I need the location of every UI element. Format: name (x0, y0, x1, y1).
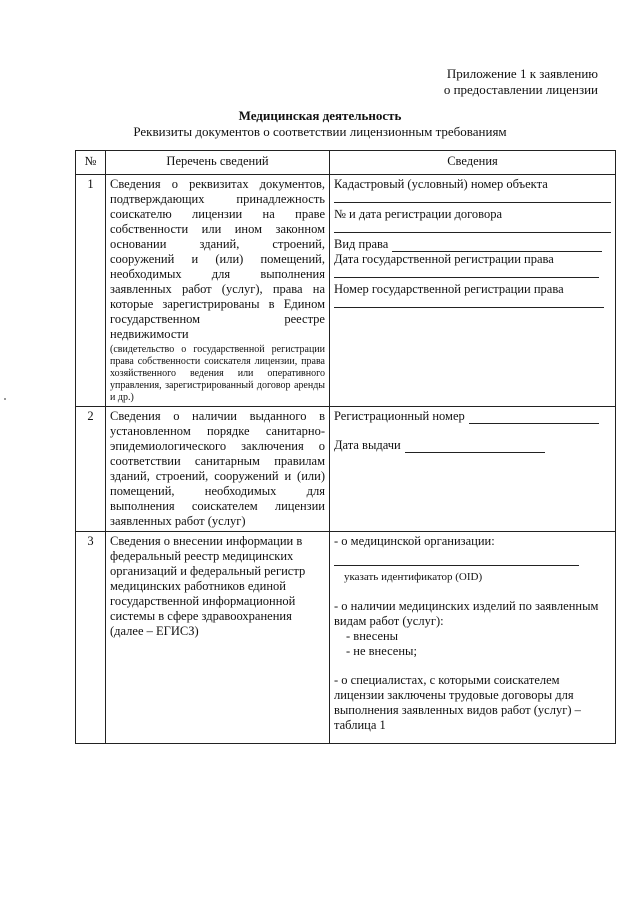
row-description (106, 175, 330, 407)
org-label: - о медицинской организации: (334, 534, 495, 548)
reg-date-label: Дата государственной регистрации права (334, 252, 554, 266)
specialists-label: - о специалистах, с которыми соискателем лицензии заключены трудовые договоры для выполнения заявленных видов работ (услуг) – таблица 1 (334, 673, 581, 732)
row-fields (330, 175, 616, 407)
reg-date-field[interactable] (334, 267, 599, 278)
reg-number-field[interactable] (334, 297, 604, 308)
sanitary-reg-number-field[interactable] (469, 411, 599, 424)
issue-date-field[interactable] (405, 440, 545, 453)
row-number: 1 (76, 175, 106, 407)
appendix-note (444, 66, 598, 98)
scan-dot (4, 398, 6, 400)
option-entered: - внесены (346, 629, 399, 643)
contract-field[interactable] (334, 222, 611, 233)
header-number: № (76, 151, 106, 175)
cadastral-label: Кадастровый (условный) номер объекта (334, 177, 548, 191)
right-type-field[interactable] (392, 239, 602, 252)
devices-label: - о наличии медицинских изделий по заявленным видам работ (услуг): (334, 599, 599, 628)
requirements-table (75, 150, 616, 744)
oid-caption: указать идентификатор (OID) (344, 571, 483, 583)
table-header-row (76, 151, 616, 175)
appendix-line-1: Приложение 1 к заявлению (446, 66, 598, 81)
cadastral-field[interactable] (334, 192, 611, 203)
table-row (76, 175, 616, 407)
row-description: Сведения о наличии выданного в установленном порядке санитарно-эпидемиологического заключения о соответствии санитарным правилам зданий, строений, сооружений и (или) помещений, необходимых для выполнения соискателем лицензии заявленных работ (услуг) (106, 407, 330, 532)
row-number: 3 (76, 532, 106, 744)
contract-label: № и дата регистрации договора (334, 207, 503, 221)
row-fields (330, 532, 616, 744)
document-title: Медицинская деятельность (238, 108, 402, 123)
table-row (76, 407, 616, 532)
header-info: Сведения (330, 151, 616, 175)
row-description: Сведения о внесении информации в федеральный реестр медицинских организаций и федеральный регистр медицинских работников единой государственной информационной системы в сфере здравоохранения (далее – ЕГИСЗ) (106, 532, 330, 744)
row-text: Сведения о реквизитах документов, подтверждающих принадлежность соискателю лицензии на праве собственности или ином законном основании зданий, строений, сооружений и (или) помещений, необходимых для выполнения заявленных работ (услуг), права на которые зарегистрированы в Едином государственном реестре недвижимости (110, 177, 325, 341)
document-subtitle: Реквизиты документов о соответствии лицензионным требованиям (133, 124, 507, 139)
oid-field[interactable] (334, 555, 579, 566)
table-row (76, 532, 616, 744)
appendix-line-2: о предоставлении лицензии (443, 82, 598, 97)
option-not-entered: - не внесены; (346, 644, 417, 658)
reg-number-label: Номер государственной регистрации права (334, 282, 564, 296)
row-fields (330, 407, 616, 532)
header-list: Перечень сведений (106, 151, 330, 175)
sanitary-reg-number-label: Регистрационный номер (334, 409, 465, 423)
row-note: (свидетельство о государственной регистрации права собственности соискателя лицензии, права хозяйственного ведения или оперативного управления, зарегистрированный договор аренды и др.) (110, 344, 325, 403)
right-type-label: Вид права (334, 237, 389, 251)
issue-date-label: Дата выдачи (334, 438, 401, 452)
row-number: 2 (76, 407, 106, 532)
